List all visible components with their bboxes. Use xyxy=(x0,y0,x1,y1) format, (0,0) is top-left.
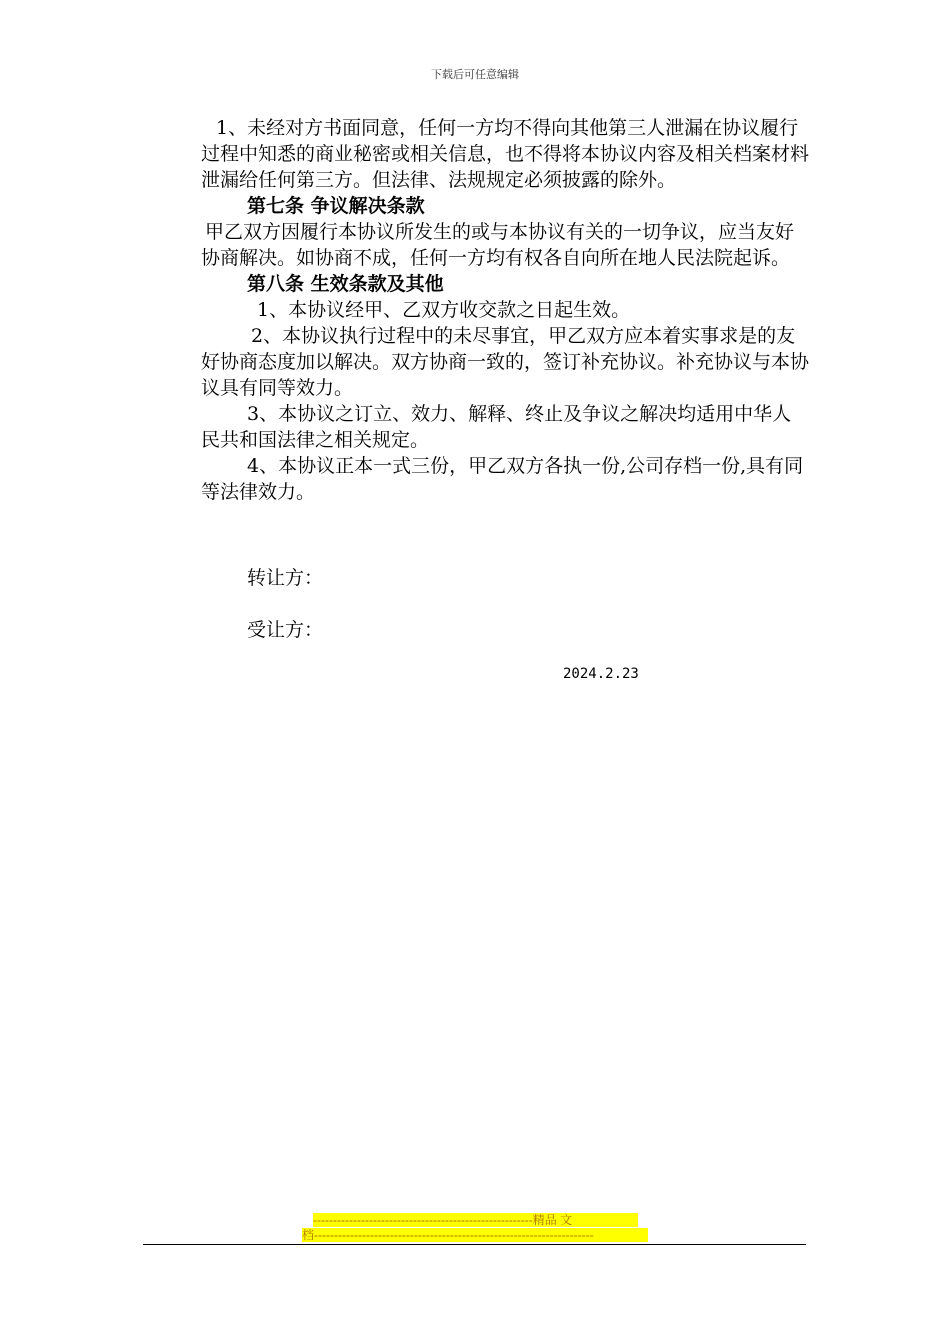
transferee-signature-label: 受让方： xyxy=(247,619,324,641)
article-7-heading: 第七条 争议解决条款 xyxy=(247,195,425,217)
document-date: 2024.2.23 xyxy=(563,666,639,682)
clause-paragraph: 1、本协议经甲、乙双方收交款之日起生效。 xyxy=(257,299,631,321)
transferor-signature-label: 转让方： xyxy=(247,567,324,589)
clause-paragraph: 2、本协议执行过程中的未尽事宜，甲乙双方应本着实事求是的友好协商态度加以解决。双方协商一致的，签订补充协议。补充协议与本协议具有同等效力。 xyxy=(201,325,810,399)
article-8-heading: 第八条 生效条款及其他 xyxy=(247,273,444,295)
footer-banner-line-2: 档---------------------------------------------------------------------- xyxy=(302,1228,648,1242)
clause-paragraph: 甲乙双方因履行本协议所发生的或与本协议有关的一切争议，应当友好协商解决。如协商不成，任何一方均有权各自向所在地人民法院起诉。 xyxy=(201,221,795,269)
footer-divider xyxy=(143,1244,806,1245)
clause-paragraph: 4、本协议正本一式三份，甲乙双方各执一份,公司存档一份,具有同等法律效力。 xyxy=(201,455,804,503)
page-header: 下载后可任意编辑 xyxy=(431,68,519,81)
document-body xyxy=(201,115,809,505)
clause-paragraph: 3、本协议之订立、效力、解释、终止及争议之解决均适用中华人民共和国法律之相关规定。 xyxy=(201,403,792,451)
footer-banner-line-1: -------------------------------------------------------精品 文 xyxy=(313,1213,638,1227)
clause-paragraph: 1、未经对方书面同意，任何一方均不得向其他第三人泄漏在协议履行过程中知悉的商业秘密或相关信息，也不得将本协议内容及相关档案材料泄漏给任何第三方。但法律、法规规定必须披露的除外。 xyxy=(201,117,810,191)
